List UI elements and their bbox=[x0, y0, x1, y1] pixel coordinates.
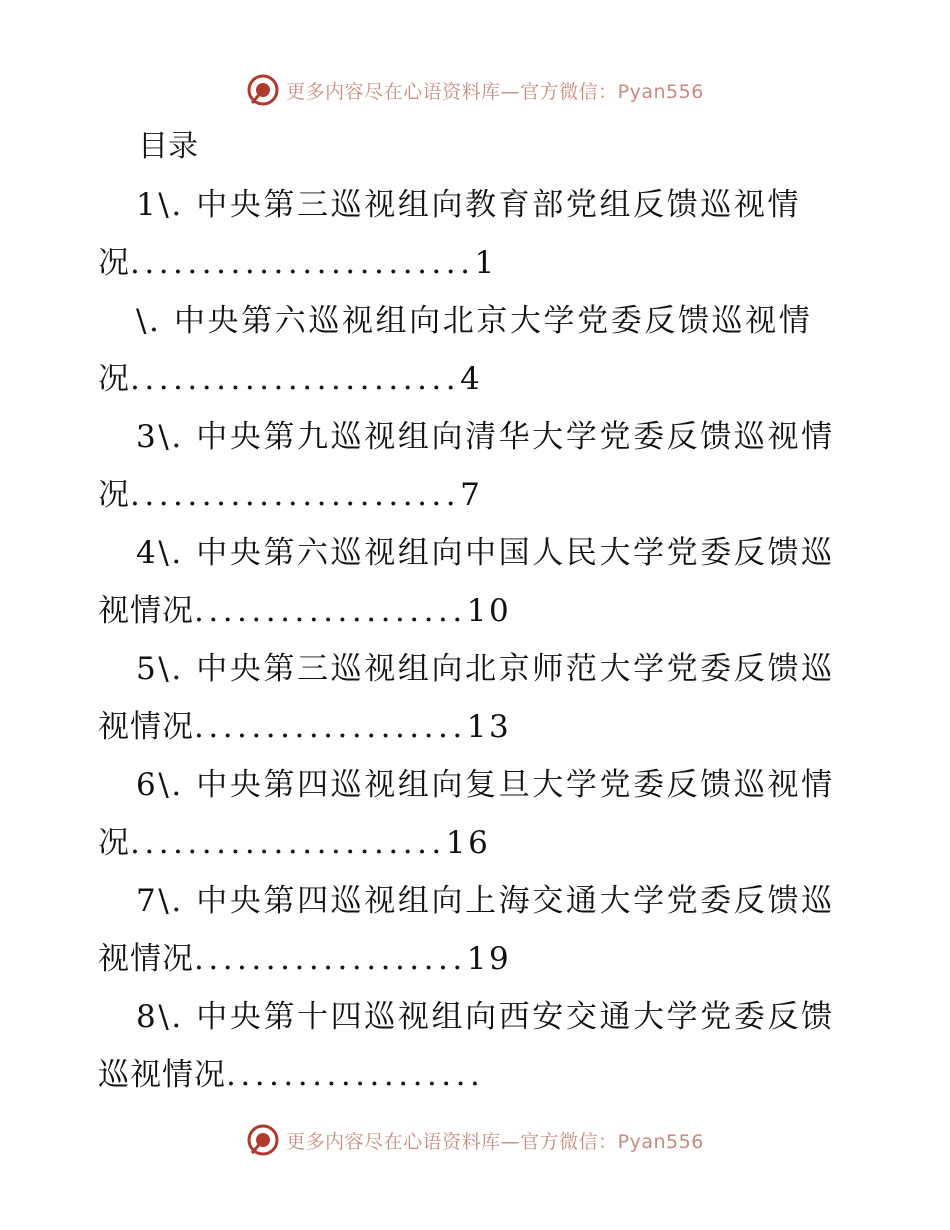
toc-page-number: 4 bbox=[460, 361, 483, 397]
toc-item-title: 1\. 中央第三巡视组向教育部党组反馈巡视情 bbox=[136, 187, 802, 223]
toc-item[interactable] bbox=[98, 988, 858, 1104]
toc-item-title: 8\. 中央第十四巡视组向西安交通大学党委反馈 bbox=[136, 999, 835, 1035]
toc-page-number: 10 bbox=[466, 593, 512, 629]
table-of-contents bbox=[98, 118, 858, 1104]
toc-item-title-cont: 况 bbox=[98, 825, 130, 861]
toc-item-title-cont: 况 bbox=[98, 477, 130, 513]
toc-item-title-cont: 视情况 bbox=[98, 941, 194, 977]
header-banner bbox=[0, 70, 950, 110]
toc-item-title-cont: 况 bbox=[98, 361, 130, 397]
toc-page-number: 7 bbox=[460, 477, 483, 513]
toc-item-title: 4\. 中央第六巡视组向中国人民大学党委反馈巡 bbox=[136, 535, 835, 571]
toc-item-title: 7\. 中央第四巡视组向上海交通大学党委反馈巡 bbox=[136, 883, 835, 919]
toc-item-title: 5\. 中央第三巡视组向北京师范大学党委反馈巡 bbox=[136, 651, 835, 687]
toc-leader-dots: ................... bbox=[194, 593, 467, 629]
footer-banner-text: 更多内容尽在心语资料库—官方微信：Pyan556 bbox=[286, 1130, 704, 1153]
toc-leader-dots: ................... bbox=[194, 941, 467, 977]
toc-leader-dots: ...................... bbox=[130, 825, 446, 861]
toc-item[interactable] bbox=[98, 176, 858, 292]
toc-item-title: 3\. 中央第九巡视组向清华大学党委反馈巡视情 bbox=[136, 419, 835, 455]
toc-page-number: 13 bbox=[466, 709, 512, 745]
logo-icon bbox=[246, 73, 280, 107]
toc-item-title-cont: 巡视情况 bbox=[98, 1057, 226, 1093]
toc-leader-dots: ....................... bbox=[130, 361, 461, 397]
footer-banner bbox=[0, 1120, 950, 1160]
toc-item-title-cont: 况 bbox=[98, 245, 130, 281]
toc-leader-dots: ................... bbox=[194, 709, 467, 745]
toc-item-title: 6\. 中央第四巡视组向复旦大学党委反馈巡视情 bbox=[136, 767, 835, 803]
logo-icon bbox=[246, 1123, 280, 1157]
toc-item[interactable] bbox=[98, 524, 858, 640]
toc-page-number: 19 bbox=[466, 941, 512, 977]
toc-item-title-cont: 视情况 bbox=[98, 593, 194, 629]
toc-item[interactable] bbox=[98, 292, 858, 408]
toc-leader-dots: ....................... bbox=[130, 477, 461, 513]
header-banner-text: 更多内容尽在心语资料库—官方微信：Pyan556 bbox=[286, 80, 704, 103]
toc-leader-dots: .................. bbox=[226, 1057, 485, 1093]
toc-item-title: \. 中央第六巡视组向北京大学党委反馈巡视情 bbox=[136, 303, 813, 339]
toc-item[interactable] bbox=[98, 640, 858, 756]
toc-page-number: 16 bbox=[445, 825, 491, 861]
toc-item[interactable] bbox=[98, 872, 858, 988]
toc-item[interactable] bbox=[98, 408, 858, 524]
toc-title: 目录 bbox=[138, 129, 198, 164]
toc-page-number: 1 bbox=[474, 245, 497, 281]
toc-item-title-cont: 视情况 bbox=[98, 709, 194, 745]
toc-leader-dots: ........................ bbox=[130, 245, 475, 281]
toc-item[interactable] bbox=[98, 756, 858, 872]
